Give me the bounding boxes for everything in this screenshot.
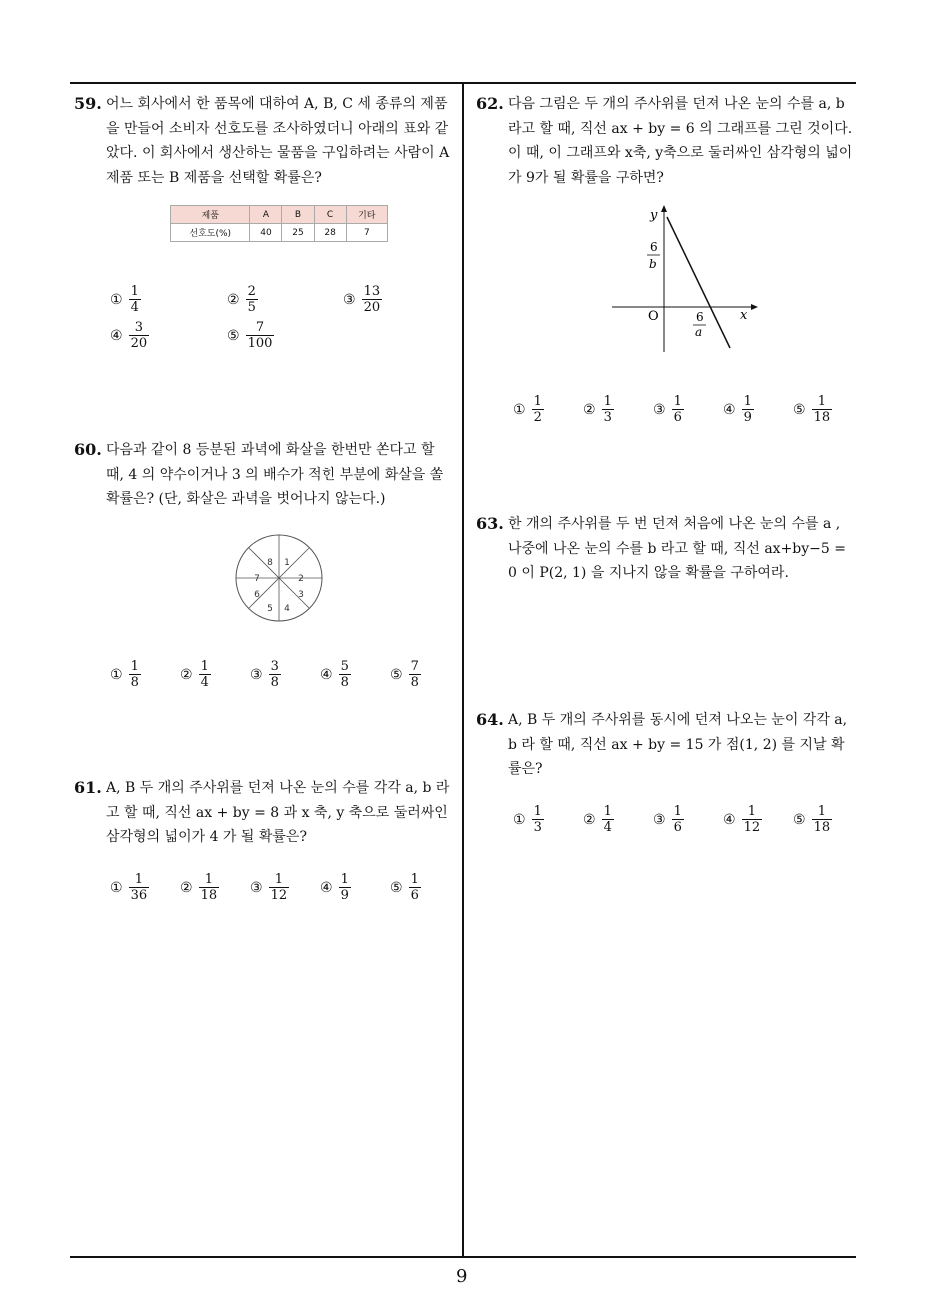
denominator: 18: [200, 888, 218, 903]
choice-2[interactable]: [583, 804, 614, 835]
choice-mark: ④: [110, 327, 123, 344]
table-header: C: [314, 206, 346, 224]
choice-5[interactable]: [390, 659, 421, 690]
fraction: [129, 659, 141, 690]
question-number: 62.: [476, 94, 504, 113]
table-cell: 7: [346, 224, 387, 242]
line-graph: [610, 205, 760, 355]
choice-5[interactable]: [793, 394, 832, 425]
question-62: [476, 92, 858, 190]
question-number: 64.: [476, 710, 504, 729]
choice-mark: ②: [227, 291, 240, 308]
denominator: 9: [743, 410, 752, 425]
table-header: 제품: [171, 206, 250, 224]
denominator: 3: [603, 410, 612, 425]
choice-mark: ①: [513, 811, 526, 828]
numerator: 1: [673, 804, 682, 819]
denominator: 5: [247, 300, 256, 315]
table-header: B: [282, 206, 314, 224]
numerator: 1: [200, 659, 209, 674]
numerator: 13: [363, 284, 381, 299]
target-label: 6: [254, 590, 260, 600]
numerator: 1: [410, 872, 419, 887]
numerator: 1: [743, 394, 752, 409]
choice-mark: ②: [180, 666, 193, 683]
numerator: 1: [817, 804, 826, 819]
question-text: 다음과 같이 8 등분된 과녁에 화살을 한번만 쏜다고 할 때, 4 의 약수이거나 3 의 배수가 적힌 부분에 화살을 쏠 확률은? (단, 화살은 과녁을 벗어나지 않는다.): [106, 442, 444, 507]
target-label: 1: [284, 558, 290, 568]
choice-1[interactable]: [110, 872, 149, 903]
choice-2[interactable]: [180, 659, 211, 690]
target-label: 3: [298, 590, 304, 600]
numerator: 1: [130, 659, 139, 674]
numerator: 1: [817, 394, 826, 409]
denominator: 20: [130, 336, 148, 351]
question-60: [74, 438, 456, 512]
choice-2[interactable]: [180, 872, 219, 903]
denominator: 8: [270, 675, 279, 690]
choice-5[interactable]: [390, 872, 421, 903]
numerator: 7: [255, 320, 265, 335]
choice-mark: ⑤: [390, 666, 403, 683]
fraction: [672, 804, 684, 835]
choice-3[interactable]: [653, 394, 684, 425]
page-number: 9: [456, 1266, 468, 1287]
target-label: 5: [267, 604, 273, 614]
target-label: 8: [267, 558, 273, 568]
numerator: 5: [340, 659, 349, 674]
x-axis-arrow-icon: [751, 304, 758, 310]
choice-mark: ⑤: [227, 327, 240, 344]
denominator: 36: [130, 888, 148, 903]
fraction: [742, 394, 754, 425]
target-label: 7: [254, 574, 260, 584]
question-59: [74, 92, 456, 190]
numerator: 7: [410, 659, 419, 674]
fraction: [812, 394, 833, 425]
choice-mark: ⑤: [793, 401, 806, 418]
numerator: 1: [274, 872, 283, 887]
denominator: 3: [533, 820, 542, 835]
numerator: 1: [204, 872, 213, 887]
denominator: 20: [363, 300, 381, 315]
y-axis-arrow-icon: [661, 205, 667, 212]
denominator: 18: [813, 410, 831, 425]
y-intercept-denominator: b: [649, 257, 657, 271]
fraction: [602, 804, 614, 835]
x-intercept-numerator: 6: [696, 310, 704, 324]
numerator: 1: [673, 394, 682, 409]
denominator: 12: [270, 888, 288, 903]
choice-mark: ①: [110, 666, 123, 683]
choice-4[interactable]: [320, 659, 351, 690]
table-header: 기타: [346, 206, 387, 224]
choice-mark: ③: [250, 879, 263, 896]
table-cell: 28: [314, 224, 346, 242]
question-64: [476, 708, 858, 782]
numerator: 1: [130, 284, 139, 299]
question-63: [476, 512, 858, 586]
question-61: [74, 776, 456, 850]
denominator: 8: [130, 675, 139, 690]
choice-mark: ③: [653, 401, 666, 418]
numerator: 1: [603, 804, 612, 819]
fraction: [532, 804, 544, 835]
column-divider: [462, 82, 464, 1258]
numerator: 3: [134, 320, 143, 335]
denominator: 2: [533, 410, 542, 425]
table-cell: 25: [282, 224, 314, 242]
choice-mark: ③: [250, 666, 263, 683]
choice-mark: ①: [110, 879, 123, 896]
choice-2[interactable]: [583, 394, 614, 425]
question-text: 한 개의 주사위를 두 번 던져 처음에 나온 눈의 수를 a , 나중에 나온 눈의 수를 b 라고 할 때, 직선 ax+by−5 = 0 이 P(2, 1) 을 지나지 않을 확률을 구하여라.: [508, 516, 846, 581]
choice-4[interactable]: [320, 872, 351, 903]
choice-mark: ①: [513, 401, 526, 418]
numerator: 1: [533, 804, 542, 819]
choice-mark: ④: [723, 811, 736, 828]
fraction: [246, 320, 275, 351]
choice-mark: ⑤: [793, 811, 806, 828]
fraction: [672, 394, 684, 425]
question-text: A, B 두 개의 주사위를 던져 나온 눈의 수를 각각 a, b 라고 할 때, 직선 ax + by = 8 과 x 축, y 축으로 둘러싸인 삼각형의 넓이가 4 가 될 확률은?: [106, 780, 450, 845]
choice-mark: ①: [110, 291, 123, 308]
choice-mark: ②: [583, 401, 596, 418]
choice-mark: ③: [653, 811, 666, 828]
denominator: 6: [673, 410, 682, 425]
fraction: [742, 804, 763, 835]
question-number: 63.: [476, 514, 504, 533]
y-axis-label: y: [650, 208, 658, 223]
fraction: [199, 872, 220, 903]
numerator: 2: [247, 284, 256, 299]
choice-mark: ②: [180, 879, 193, 896]
numerator: 1: [747, 804, 756, 819]
question-number: 59.: [74, 94, 102, 113]
choice-3[interactable]: [250, 659, 281, 690]
fraction: [129, 284, 141, 315]
bottom-rule: [70, 1256, 856, 1258]
choice-mark: ④: [320, 879, 333, 896]
choice-mark: ④: [723, 401, 736, 418]
choice-mark: ⑤: [390, 879, 403, 896]
table-header: A: [250, 206, 282, 224]
fraction: [246, 284, 258, 315]
question-text: 다음 그림은 두 개의 주사위를 던져 나온 눈의 수를 a, b 라고 할 때, 직선 ax + by = 6 의 그래프를 그린 것이다. 이 때, 이 그래프와 x축, y축으로 둘러싸인 삼각형의 넓이가 9가 될 확률을 구하면?: [508, 96, 853, 186]
x-intercept-denominator: a: [695, 325, 703, 339]
choice-4[interactable]: [723, 394, 754, 425]
numerator: 1: [533, 394, 542, 409]
table-cell: 40: [250, 224, 282, 242]
question-number: 60.: [74, 440, 102, 459]
denominator: 100: [247, 336, 273, 351]
choice-1[interactable]: [110, 659, 141, 690]
choice-5[interactable]: [793, 804, 832, 835]
denominator: 18: [813, 820, 831, 835]
y-intercept-numerator: 6: [650, 240, 658, 254]
denominator: 6: [673, 820, 682, 835]
question-text: 어느 회사에서 한 품목에 대하여 A, B, C 세 종류의 제품을 만들어 소비자 선호도를 조사하였더니 아래의 표와 같았다. 이 회사에서 생산하는 물품을 구입하려는 사람이 A 제품 또는 B 제품을 선택할 확률은?: [106, 96, 450, 186]
fraction: [129, 872, 150, 903]
target-label: 2: [298, 574, 304, 584]
denominator: 6: [410, 888, 419, 903]
choice-5[interactable]: [227, 320, 274, 351]
choice-4[interactable]: [723, 804, 762, 835]
target-diagram: [234, 533, 324, 623]
choice-1[interactable]: [513, 804, 544, 835]
x-axis-label: x: [740, 308, 748, 323]
fraction: [602, 394, 614, 425]
fraction: [339, 872, 351, 903]
choice-3[interactable]: [250, 872, 289, 903]
choice-3[interactable]: [343, 284, 382, 315]
numerator: 3: [270, 659, 279, 674]
denominator: 8: [410, 675, 419, 690]
fraction: [532, 394, 544, 425]
target-label: 4: [284, 604, 290, 614]
denominator: 8: [340, 675, 349, 690]
preference-table: [170, 205, 388, 242]
choice-2[interactable]: [227, 284, 258, 315]
denominator: 4: [130, 300, 139, 315]
fraction: [199, 659, 211, 690]
table-cell: 선호도(%): [171, 224, 250, 242]
denominator: 12: [743, 820, 761, 835]
choice-3[interactable]: [653, 804, 684, 835]
origin-label: O: [648, 309, 659, 324]
denominator: 4: [200, 675, 209, 690]
fraction: [409, 659, 421, 690]
choice-mark: ④: [320, 666, 333, 683]
fraction: [269, 659, 281, 690]
choice-mark: ②: [583, 811, 596, 828]
fraction: [129, 320, 150, 351]
denominator: 4: [603, 820, 612, 835]
fraction: [339, 659, 351, 690]
fraction: [269, 872, 290, 903]
numerator: 1: [134, 872, 143, 887]
fraction: [812, 804, 833, 835]
choice-1[interactable]: [110, 284, 141, 315]
fraction: [362, 284, 383, 315]
question-text: A, B 두 개의 주사위를 동시에 던져 나오는 눈이 각각 a, b 라 할 때, 직선 ax + by = 15 가 점(1, 2) 를 지날 확률은?: [508, 712, 848, 777]
numerator: 1: [603, 394, 612, 409]
denominator: 9: [340, 888, 349, 903]
choice-mark: ③: [343, 291, 356, 308]
choice-1[interactable]: [513, 394, 544, 425]
numerator: 1: [340, 872, 349, 887]
fraction: [409, 872, 421, 903]
choice-4[interactable]: [110, 320, 149, 351]
question-number: 61.: [74, 778, 102, 797]
